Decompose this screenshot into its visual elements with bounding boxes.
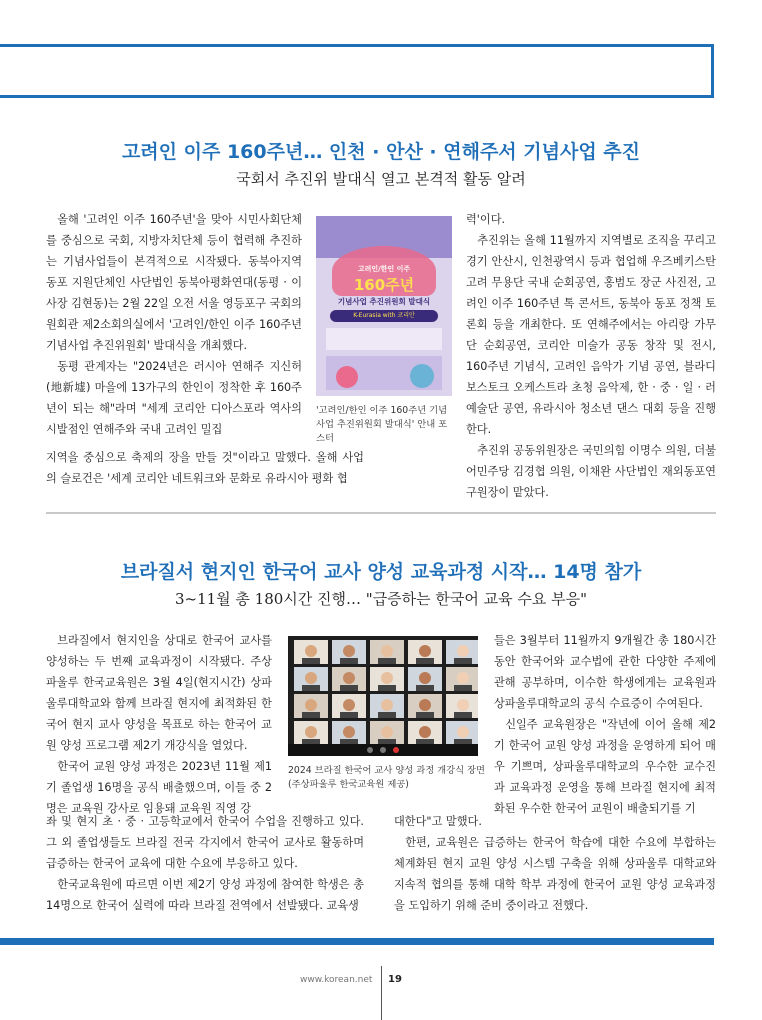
participant-face <box>343 645 355 657</box>
participant-body <box>302 658 320 664</box>
header-bar <box>0 44 714 98</box>
paragraph: 들은 3월부터 11월까지 9개월간 총 180시간 동안 한국어와 교수법에 관한 다양한 주제에 관해 공부하며, 이수한 학생에게는 교육원과 상파울루대학교의 공식 수료증이 수여된다. <box>494 634 716 710</box>
paragraph: 좌 및 현지 초 · 중 · 고등학교에서 한국어 수업을 진행하고 있다. 그 외 졸업생들도 브라질 전국 각지에서 한국어 교사로 활동하며 급증하는 한국어 교육에 대한 수요에 부응하고 있다. <box>46 815 364 870</box>
poster-line4: K-Eurasia with 코리안 <box>330 310 438 322</box>
participant-face <box>343 726 355 738</box>
poster-line1: 고려인/한인 이주 <box>357 265 411 273</box>
participant-face <box>305 699 317 711</box>
paragraph: 한국교육원에 따르면 이번 제2기 양성 과정에 참여한 학생은 총 14명으로 한국어 실력에 따라 브라질 전역에서 선발됐다. 교육생 <box>46 878 364 912</box>
participant-body <box>302 685 320 691</box>
paragraph: 동평 관계자는 "2024년은 러시아 연해주 지신허(地新墟) 마을에 13가구의 한인이 정착한 후 160주년이 되는 해"라며 "세계 코리안 디아스포라 역사의 시발점인 연해주와 국내 고려인 밀집 <box>46 360 302 436</box>
article2-caption: 2024 브라질 한국어 교사 양성 과정 개강식 장면 (주상파울루 한국교육원 제공) <box>288 765 486 790</box>
article2-right-column <box>494 630 716 819</box>
footer-site: www.korean.net <box>300 975 373 985</box>
participant-face <box>343 672 355 684</box>
participant-body <box>340 712 358 718</box>
participant-body <box>416 658 434 664</box>
article2-bottom-right <box>394 811 716 916</box>
participant-face <box>457 726 469 738</box>
participant-face <box>457 672 469 684</box>
participant-body <box>302 712 320 718</box>
poster-line2: 160주년 <box>353 276 415 294</box>
participant-face <box>419 645 431 657</box>
participant-face <box>305 645 317 657</box>
article1-title: 고려인 이주 160주년… 인천 · 안산 · 연해주서 기념사업 추진 <box>121 141 641 163</box>
article2-title: 브라질서 현지인 한국어 교사 양성 교육과정 시작… 14명 참가 <box>120 561 642 583</box>
participant-body <box>454 658 472 664</box>
participant-body <box>340 658 358 664</box>
paragraph: 신일주 교육원장은 "작년에 이어 올해 제2기 한국어 교원 양성 과정을 운영하게 되어 매우 기쁘며, 상파울루대학교의 우수한 교수진과 교육과정 운영을 통해 브라질 현지에 최적화된 우수한 한국어 교원이 배출되기를 기 <box>494 718 716 815</box>
article1-left-column <box>46 209 302 440</box>
participant-body <box>454 712 472 718</box>
article2-video-call-image <box>288 636 478 756</box>
participant-body <box>454 685 472 691</box>
paragraph: 력'이다. <box>466 213 506 226</box>
participant-body <box>416 685 434 691</box>
article1-poster-image <box>316 216 452 396</box>
participant-body <box>416 712 434 718</box>
paragraph: 올해 '고려인 이주 160주년'을 맞아 시민사회단체를 중심으로 국회, 지방자치단체 등이 협력해 추진하는 기념사업들이 본격적으로 시작됐다. 동북아지역 동포 지원단체인 사단법인 동북아평화연대(동평 · 이사장 김현동)는 2월 22일 오전 서울 영등포구 국회의원회관 제2소회의실에서 '고려인/한인 이주 160주년 기념사업 추진위원회' 발대식을 개최했다. <box>46 213 302 352</box>
footer-bar <box>0 938 714 945</box>
paragraph: 한편, 교육원은 급증하는 한국어 학습에 대한 수요에 부합하는 체계화된 현지 교원 양성 시스템 구축을 위해 상파울루 대학교와 지속적 협의를 통해 대학 학부 과정에 한국어 교원 양성 교육과정을 도입하기 위해 준비 중이라고 전했다. <box>394 836 716 912</box>
participant-face <box>381 645 393 657</box>
participant-face <box>305 672 317 684</box>
participant-face <box>381 699 393 711</box>
article1-right-column <box>466 209 716 503</box>
article2-bottom-left <box>46 811 364 916</box>
participant-body <box>378 712 396 718</box>
footer-divider <box>381 966 382 1020</box>
paragraph: 브라질에서 현지인을 상대로 한국어 교사를 양성하는 두 번째 교육과정이 시작됐다. 주상파울루 한국교육원은 3월 4일(현지시간) 상파울루대학교와 함께 브라질 현지에 최적화된 한국어 현지 교사 양성을 목표로 하는 한국어 교원 양성 프로그램 제2기 개강식을 열었다. <box>46 634 272 752</box>
participant-face <box>457 645 469 657</box>
participant-face <box>343 699 355 711</box>
paragraph: 추진위 공동위원장은 국민의힘 이명수 의원, 더불어민주당 김경협 의원, 이채완 사단법인 재외동포연구원장이 맡았다. <box>466 444 716 499</box>
participant-face <box>457 699 469 711</box>
participant-face <box>419 699 431 711</box>
participant-face <box>305 726 317 738</box>
article1-caption: '고려인/한인 이주 160주년 기념사업 추진위원회 발대식' 안내 포스터 <box>316 405 448 444</box>
paragraph: 추진위는 올해 11월까지 지역별로 조직을 꾸리고 경기 안산시, 인천광역시 등과 협업해 우즈베키스탄 고려 무용단 국내 순회공연, 홍범도 장군 사진전, 고려인 이주 160주년 톡 콘서트, 동북아 동포 정책 토론회 등을 개최한다. 또 연해주에서는 아리랑 가무단 순회공연, 코리안 미술가 공동 창작 및 전시, 160주년 기념식, 고려인 음악가 기념 공연, 블라디보스토크 오케스트라 초청 음악제, 한 · 중 · 일 · 러 예술단 공연, 유라시아 청소년 댄스 대회 등을 진행한다. <box>466 234 716 436</box>
participant-body <box>378 658 396 664</box>
participant-face <box>419 726 431 738</box>
paragraph: 대한다"고 말했다. <box>394 815 482 828</box>
participant-face <box>381 726 393 738</box>
participant-body <box>378 685 396 691</box>
article2-subtitle: 3~11월 총 180시간 진행… "급증하는 한국어 교육 수요 부응" <box>174 590 588 608</box>
paragraph: 한국어 교원 양성 과정은 2023년 11월 제1기 졸업생 16명을 공식 배출했으며, 이들 중 2명은 교육원 강사로 임용돼 교육원 직영 강 <box>46 760 272 815</box>
participant-face <box>419 672 431 684</box>
poster-line3: 기념사업 추진위원회 발대식 <box>337 297 431 306</box>
article1-bottom-text: 지역을 중심으로 축제의 장을 만들 것"이라고 말했다. 올해 사업의 슬로건은 '세계 코리안 네트워크와 문화로 유라시아 평화 협 <box>46 451 364 485</box>
section-divider <box>46 512 716 514</box>
article1-subtitle: 국회서 추진위 발대식 열고 본격적 활동 알려 <box>236 170 526 188</box>
participant-face <box>381 672 393 684</box>
page-number: 19 <box>388 974 402 985</box>
participant-body <box>340 685 358 691</box>
article2-left-column <box>46 630 272 819</box>
